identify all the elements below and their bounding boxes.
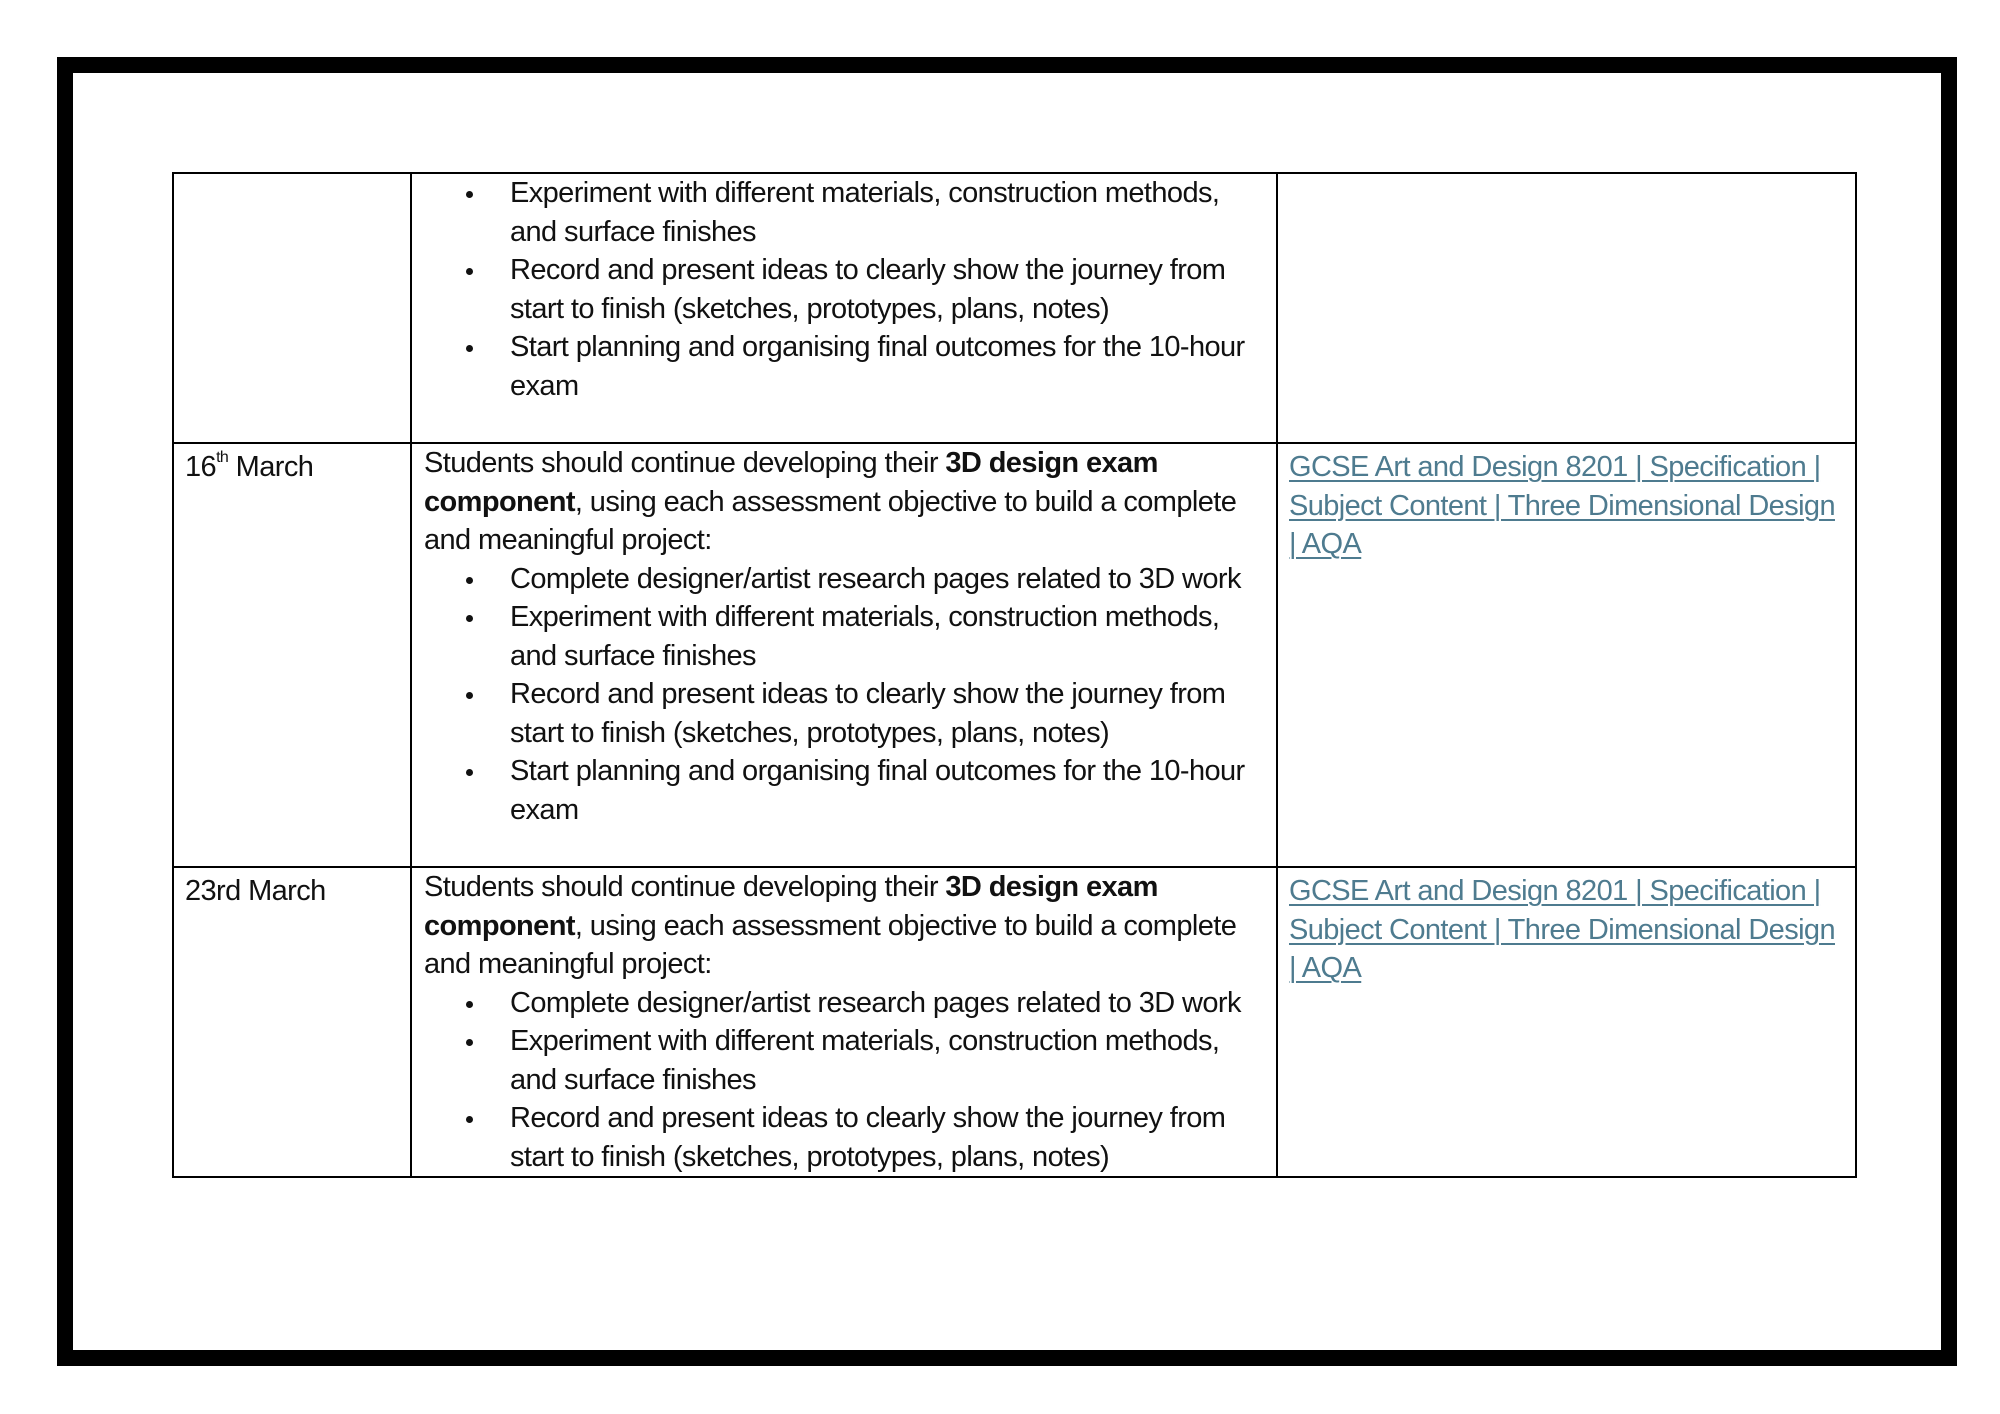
date-cell [173, 443, 411, 867]
date-cell [173, 867, 411, 1177]
list-item: Record and present ideas to clearly show the journey from start to finish (sketches, prototypes, plans, notes) [510, 1099, 1262, 1176]
list-item: Experiment with different materials, construction methods, and surface finishes [510, 174, 1262, 251]
aqa-spec-link[interactable]: GCSE Art and Design 8201 | Specification | Subject Content | Three Dimensional Design | AQA [1289, 451, 1835, 560]
task-list [424, 984, 1262, 1177]
resource-cell [1277, 443, 1856, 867]
list-item: Start planning and organising final outcomes for the 10-hour exam [510, 752, 1262, 829]
list-item: Experiment with different materials, construction methods, and surface finishes [510, 1022, 1262, 1099]
date-text: 16th March [185, 449, 314, 483]
list-item: Start planning and organising final outcomes for the 10-hour exam [510, 328, 1262, 405]
date-text: 23rd March [185, 875, 326, 907]
table-row [173, 173, 1856, 443]
tasks-cell [411, 867, 1277, 1177]
resource-cell [1277, 173, 1856, 443]
table-row [173, 867, 1856, 1177]
task-intro: Students should continue developing their 3D design exam component, using each assessment objective to build a complete and meaningful project: [424, 447, 1237, 556]
task-list [424, 560, 1262, 830]
schedule-table [172, 172, 1857, 1178]
aqa-spec-link[interactable]: GCSE Art and Design 8201 | Specification | Subject Content | Three Dimensional Design | AQA [1289, 875, 1835, 984]
task-list [424, 174, 1262, 405]
tasks-cell [411, 443, 1277, 867]
tasks-cell [411, 173, 1277, 443]
list-item: Complete designer/artist research pages related to 3D work [510, 984, 1262, 1023]
list-item: Complete designer/artist research pages related to 3D work [510, 560, 1262, 599]
list-item: Experiment with different materials, construction methods, and surface finishes [510, 598, 1262, 675]
list-item: Record and present ideas to clearly show the journey from start to finish (sketches, prototypes, plans, notes) [510, 675, 1262, 752]
date-cell [173, 173, 411, 443]
table-row [173, 443, 1856, 867]
list-item: Record and present ideas to clearly show the journey from start to finish (sketches, prototypes, plans, notes) [510, 251, 1262, 328]
task-intro: Students should continue developing their 3D design exam component, using each assessment objective to build a complete and meaningful project: [424, 871, 1237, 980]
resource-cell [1277, 867, 1856, 1177]
